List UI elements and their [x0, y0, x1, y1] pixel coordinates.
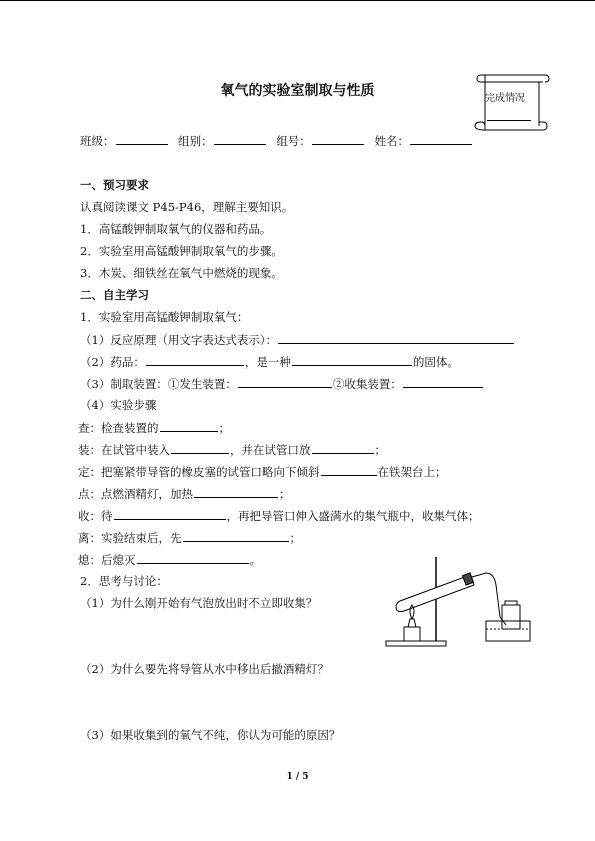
step-load-text: 装：在试管中装入 [78, 443, 170, 457]
step-remove-end: ； [289, 531, 301, 545]
step-light-blank[interactable] [194, 486, 278, 498]
apparatus-row [80, 376, 484, 391]
number-label: 组号： [276, 134, 311, 148]
step-check-end: ； [218, 421, 230, 435]
step-fix [78, 464, 447, 479]
step-load [78, 442, 386, 457]
name-blank[interactable] [410, 133, 472, 145]
step-fix-blank[interactable] [321, 464, 377, 476]
generator-blank[interactable] [238, 376, 332, 388]
step-remove [78, 530, 301, 545]
question-1: 1．实验室用高锰酸钾制取氧气： [80, 310, 249, 324]
page-title: 氧气的实验室制取与性质 [220, 83, 375, 99]
question-2: 2．思考与讨论： [80, 574, 168, 588]
apparatus-label: （3）制取装置：①发生装置： [80, 377, 237, 391]
class-label: 班级： [80, 134, 115, 148]
page-number: 1 / 5 [286, 772, 309, 782]
step-collect-text: 收：待 [78, 509, 113, 523]
step-load-mid: ，并在试管口放 [230, 443, 311, 457]
step-extinguish-text: 熄：后熄灭 [78, 553, 136, 567]
section1-intro: 认真阅读课文 P45-P46，理解主要知识。 [80, 200, 294, 214]
oxygen-apparatus-diagram [382, 555, 532, 650]
step-collect [78, 508, 480, 523]
class-blank[interactable] [116, 133, 168, 145]
reagent-blank[interactable] [146, 354, 244, 366]
step-load-blank-1[interactable] [171, 442, 229, 454]
completion-blank[interactable] [487, 120, 531, 121]
name-label: 姓名： [374, 134, 409, 148]
step-load-end: ； [374, 443, 386, 457]
discussion-3: （3）如果收集到的氧气不纯，你认为可能的原因？ [80, 728, 341, 742]
reagent-state-blank[interactable] [292, 354, 412, 366]
reagent-mid: ，是一种 [244, 355, 291, 369]
step-light-text: 点：点燃酒精灯，加热 [78, 487, 193, 501]
completion-label: 完成情况 [485, 93, 525, 104]
collector-blank[interactable] [403, 376, 483, 388]
section1-item: 1．高锰酸钾制取氧气的仪器和药品。 [80, 222, 272, 236]
section1-item: 2．实验室用高锰酸钾制取氧气的步骤。 [80, 244, 283, 258]
student-info-row [80, 133, 473, 148]
section2-heading: 二、自主学习 [80, 288, 149, 302]
step-check [78, 420, 230, 435]
step-light [78, 486, 291, 501]
step-load-blank-2[interactable] [312, 442, 374, 454]
step-light-end: ； [279, 487, 291, 501]
group-blank[interactable] [214, 133, 266, 145]
reagent-end: 的固体。 [412, 355, 459, 369]
principle-blank[interactable] [278, 332, 514, 344]
step-extinguish-blank[interactable] [137, 552, 249, 564]
step-extinguish [78, 552, 261, 567]
step-check-blank[interactable] [160, 420, 218, 432]
principle-row [80, 332, 515, 347]
discussion-1: （1）为什么刚开始有气泡放出时不立即收集？ [80, 596, 318, 610]
step-remove-text: 离：实验结束后，先 [78, 531, 182, 545]
section1-item: 3．木炭、细铁丝在氧气中燃烧的现象。 [80, 266, 283, 280]
top-rule [0, 0, 595, 1]
step-remove-blank[interactable] [183, 530, 289, 542]
step-fix-text: 定：把塞紧带导管的橡皮塞的试管口略向下倾斜 [78, 465, 320, 479]
step-collect-blank[interactable] [114, 508, 226, 520]
step-fix-end: 在铁架台上； [377, 465, 447, 479]
number-blank[interactable] [312, 133, 364, 145]
steps-heading: （4）实验步骤 [80, 398, 157, 412]
section1-heading: 一、预习要求 [80, 178, 149, 192]
principle-label: （1）反应原理（用文字表达式表示）： [80, 333, 278, 347]
collector-label: ②收集装置： [332, 377, 402, 391]
reagent-row [80, 354, 459, 369]
reagent-label: （2）药品： [80, 355, 145, 369]
step-extinguish-end: 。 [249, 553, 261, 567]
step-collect-end: ，再把导管口伸入盛满水的集气瓶中，收集气体； [226, 509, 480, 523]
discussion-2: （2）为什么要先将导管从水中移出后撤酒精灯？ [80, 662, 329, 676]
step-check-text: 查：检查装置的 [78, 421, 159, 435]
group-label: 组别： [178, 134, 213, 148]
